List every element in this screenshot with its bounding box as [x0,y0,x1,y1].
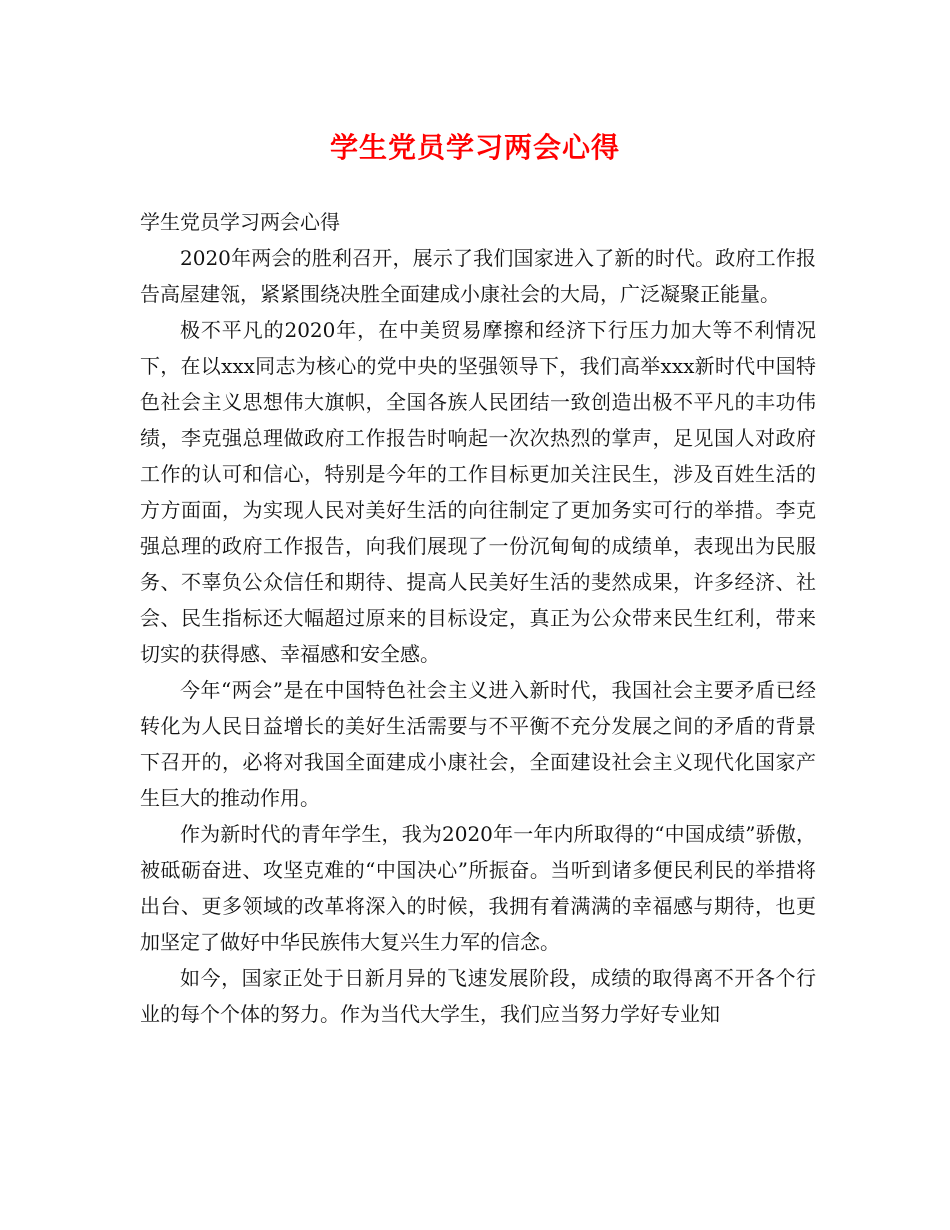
paragraph-4: 作为新时代的青年学生，我为2020年一年内所取得的“中国成绩”骄傲，被砥砺奋进、攻坚克难的“中国决心”所振奋。当听到诸多便民利民的举措将出台、更多领域的改革将深入的时候，我拥有着满满的幸福感与期待，也更加坚定了做好中华民族伟大复兴生力军的信念。 [140,822,816,954]
paragraph-1: 2020年两会的胜利召开，展示了我们国家进入了新的时代。政府工作报告高屋建瓴，紧紧围绕决胜全面建成小康社会的大局，广泛凝聚正能量。 [140,246,816,306]
document-subtitle: 学生党员学习两会心得 [140,210,340,234]
paragraph-3: 今年“两会”是在中国特色社会主义进入新时代，我国社会主要矛盾已经转化为人民日益增长的美好生活需要与不平衡不充分发展之间的矛盾的背景下召开的，必将对我国全面建成小康社会，全面建设社会主义现代化国家产生巨大的推动作用。 [140,678,816,810]
paragraph-5: 如今，国家正处于日新月异的飞速发展阶段，成绩的取得离不开各个行业的每个个体的努力。作为当代大学生，我们应当努力学好专业知 [140,966,816,1026]
document-body [140,204,816,1032]
paragraph-2: 极不平凡的2020年，在中美贸易摩擦和经济下行压力加大等不利情况下，在以xxx同志为核心的党中央的坚强领导下，我们高举xxx新时代中国特色社会主义思想伟大旗帜，全国各族人民团结一致创造出极不平凡的丰功伟绩，李克强总理做政府工作报告时响起一次次热烈的掌声，足见国人对政府工作的认可和信心，特别是今年的工作目标更加关注民生，涉及百姓生活的方方面面，为实现人民对美好生活的向往制定了更加务实可行的举措。李克强总理的政府工作报告，向我们展现了一份沉甸甸的成绩单，表现出为民服务、不辜负公众信任和期待、提高人民美好生活的斐然成果，许多经济、社会、民生指标还大幅超过原来的目标设定，真正为公众带来民生红利，带来切实的获得感、幸福感和安全感。 [140,318,816,666]
document-title: 学生党员学习两会心得 [329,131,620,164]
